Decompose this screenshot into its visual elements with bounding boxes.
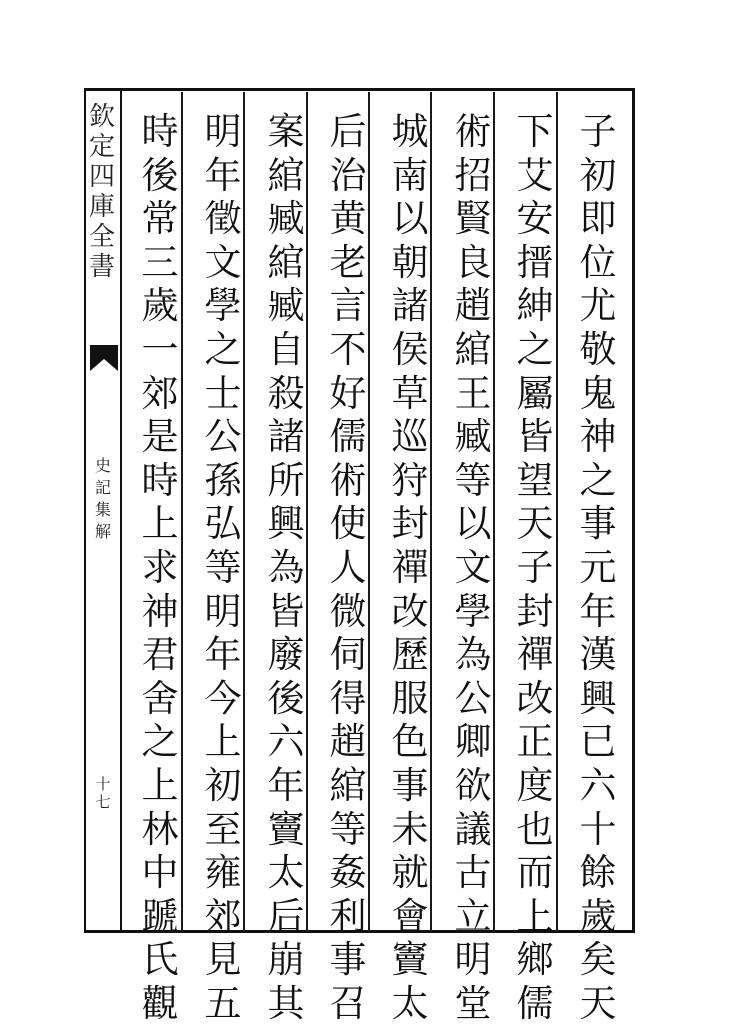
character: 案 [267,110,305,153]
character: 興 [267,502,305,546]
character: 公 [454,676,492,720]
character: 后 [329,110,367,153]
character: 召 [329,981,367,1025]
character: 諸 [391,284,429,328]
character: 竇 [267,807,305,851]
text-column-6 [257,110,315,1025]
character: 皆 [516,415,554,459]
text-column-5 [319,110,377,1025]
text-column-3 [444,110,502,1025]
character: 度 [516,763,554,807]
character: 即 [579,197,617,241]
character: 子 [516,545,554,589]
character: 常 [141,197,179,241]
character: 公 [204,415,242,459]
character: 議 [454,807,492,851]
character: 學 [454,589,492,633]
character: 太 [267,851,305,895]
character: 文 [204,240,242,284]
character: 十 [579,807,617,851]
character: 古 [454,851,492,895]
character: 服 [391,676,429,720]
character: 殺 [267,371,305,415]
character: 年 [204,153,242,197]
character: 封 [391,502,429,546]
character: 竇 [391,938,429,982]
character: 求 [141,545,179,589]
character: 侯 [391,327,429,371]
character: 綰 [267,153,305,197]
character: 改 [516,676,554,720]
character: 治 [329,153,367,197]
character: 會 [391,894,429,938]
character: 賢 [454,197,492,241]
character: 太 [391,981,429,1025]
character: 崩 [267,938,305,982]
character: 等 [204,545,242,589]
character: 學 [204,284,242,328]
character: 以 [454,502,492,546]
character: 南 [391,153,429,197]
character: 年 [267,763,305,807]
character: 上 [141,763,179,807]
character: 未 [391,807,429,851]
character: 紳 [516,284,554,328]
character: 儒 [516,981,554,1025]
character: 是 [141,415,179,459]
character: 定 [88,132,115,162]
character: 四 [88,162,115,192]
page-number [92,775,114,811]
character: 徵 [204,197,242,241]
character: 姦 [329,851,367,895]
character: 觀 [141,981,179,1025]
character: 之 [579,458,617,502]
character: 望 [516,458,554,502]
frame-right-rule [632,88,635,933]
text-column-1 [569,110,627,1025]
character: 色 [391,720,429,764]
character: 其 [267,981,305,1025]
character: 郊 [141,371,179,415]
character: 孫 [204,458,242,502]
character: 天 [516,502,554,546]
character: 年 [204,633,242,677]
character: 以 [391,197,429,241]
character: 解 [94,522,111,541]
character: 至 [204,807,242,851]
character: 等 [329,807,367,851]
character: 封 [516,589,554,633]
character: 位 [579,240,617,284]
character: 臧 [267,197,305,241]
character: 正 [516,720,554,764]
character: 後 [267,676,305,720]
book-title [92,455,114,543]
character: 臧 [454,415,492,459]
character: 全 [88,222,115,252]
character: 等 [454,458,492,502]
character: 堂 [454,981,492,1025]
character: 人 [329,545,367,589]
text-column-4 [381,110,439,1025]
character: 王 [454,371,492,415]
character: 弘 [204,502,242,546]
character: 事 [329,938,367,982]
character: 五 [204,981,242,1025]
character: 後 [141,153,179,197]
character: 得 [329,676,367,720]
character: 巡 [391,415,429,459]
character: 朝 [391,240,429,284]
character: 之 [141,720,179,764]
character: 自 [267,327,305,371]
character: 敬 [579,327,617,371]
character: 子 [579,110,617,153]
character: 招 [454,153,492,197]
character: 為 [454,633,492,677]
character: 趙 [454,284,492,328]
character: 興 [579,676,617,720]
character: 書 [88,252,115,282]
fishtail-mark-icon [90,345,118,371]
character: 史 [94,456,111,475]
character: 年 [579,589,617,633]
character: 矣 [579,938,617,982]
character: 為 [267,545,305,589]
character: 中 [141,851,179,895]
character: 林 [141,807,179,851]
character: 明 [204,110,242,153]
text-column-2 [506,110,564,1025]
character: 歲 [141,284,179,328]
character: 黄 [329,197,367,241]
character: 郊 [204,894,242,938]
character: 立 [454,894,492,938]
character: 明 [454,938,492,982]
character: 舍 [141,676,179,720]
character: 下 [516,110,554,153]
character: 氏 [141,938,179,982]
character: 所 [267,458,305,502]
character: 儒 [329,415,367,459]
character: 好 [329,371,367,415]
character: 微 [329,589,367,633]
frame-left-rule [84,88,86,933]
character: 老 [329,240,367,284]
character: 君 [141,633,179,677]
character: 之 [516,327,554,371]
character: 利 [329,894,367,938]
character: 狩 [391,458,429,502]
character: 安 [516,197,554,241]
character: 艾 [516,153,554,197]
character: 上 [516,894,554,938]
character: 神 [579,415,617,459]
character: 士 [204,371,242,415]
character: 時 [141,458,179,502]
character: 元 [579,545,617,589]
character: 見 [204,938,242,982]
character: 神 [141,589,179,633]
character: 文 [454,545,492,589]
character: 一 [141,327,179,371]
character: 蹏 [141,894,179,938]
character: 屬 [516,371,554,415]
character: 歷 [391,633,429,677]
margin-column-rule [120,88,122,933]
character: 禪 [391,545,429,589]
character: 草 [391,371,429,415]
character: 后 [267,894,305,938]
character: 綰 [267,240,305,284]
collection-title [88,102,116,282]
character: 六 [267,720,305,764]
character: 鬼 [579,371,617,415]
text-column-7 [194,110,252,1025]
character: 上 [141,502,179,546]
character: 事 [391,763,429,807]
character: 初 [204,763,242,807]
character: 諸 [267,415,305,459]
character: 廢 [267,633,305,677]
character: 綰 [329,763,367,807]
character: 綰 [454,327,492,371]
character: 卿 [454,720,492,764]
character: 今 [204,676,242,720]
character: 事 [579,502,617,546]
character: 欽 [88,102,115,132]
character: 術 [454,110,492,153]
character: 使 [329,502,367,546]
character: 術 [329,458,367,502]
character: 十 [95,775,111,793]
character: 城 [391,110,429,153]
character: 庫 [88,192,115,222]
character: 臧 [267,284,305,328]
character: 尤 [579,284,617,328]
character: 六 [579,763,617,807]
character: 就 [391,851,429,895]
character: 不 [329,327,367,371]
character: 趙 [329,720,367,764]
character: 伺 [329,633,367,677]
character: 也 [516,807,554,851]
character: 天 [579,981,617,1025]
character: 初 [579,153,617,197]
character: 雍 [204,851,242,895]
character: 明 [204,589,242,633]
character: 良 [454,240,492,284]
character: 漢 [579,633,617,677]
character: 已 [579,720,617,764]
character: 搢 [516,240,554,284]
character: 言 [329,284,367,328]
character: 欲 [454,763,492,807]
character: 禪 [516,633,554,677]
character: 改 [391,589,429,633]
character: 餘 [579,851,617,895]
character: 七 [95,793,111,811]
character: 歲 [579,894,617,938]
character: 三 [141,240,179,284]
character: 記 [94,478,111,497]
character: 皆 [267,589,305,633]
character: 集 [94,500,111,519]
frame-top-rule [86,88,634,91]
character: 而 [516,851,554,895]
character: 鄉 [516,938,554,982]
character: 上 [204,720,242,764]
character: 之 [204,327,242,371]
character: 時 [141,110,179,153]
text-column-8 [131,110,189,1025]
